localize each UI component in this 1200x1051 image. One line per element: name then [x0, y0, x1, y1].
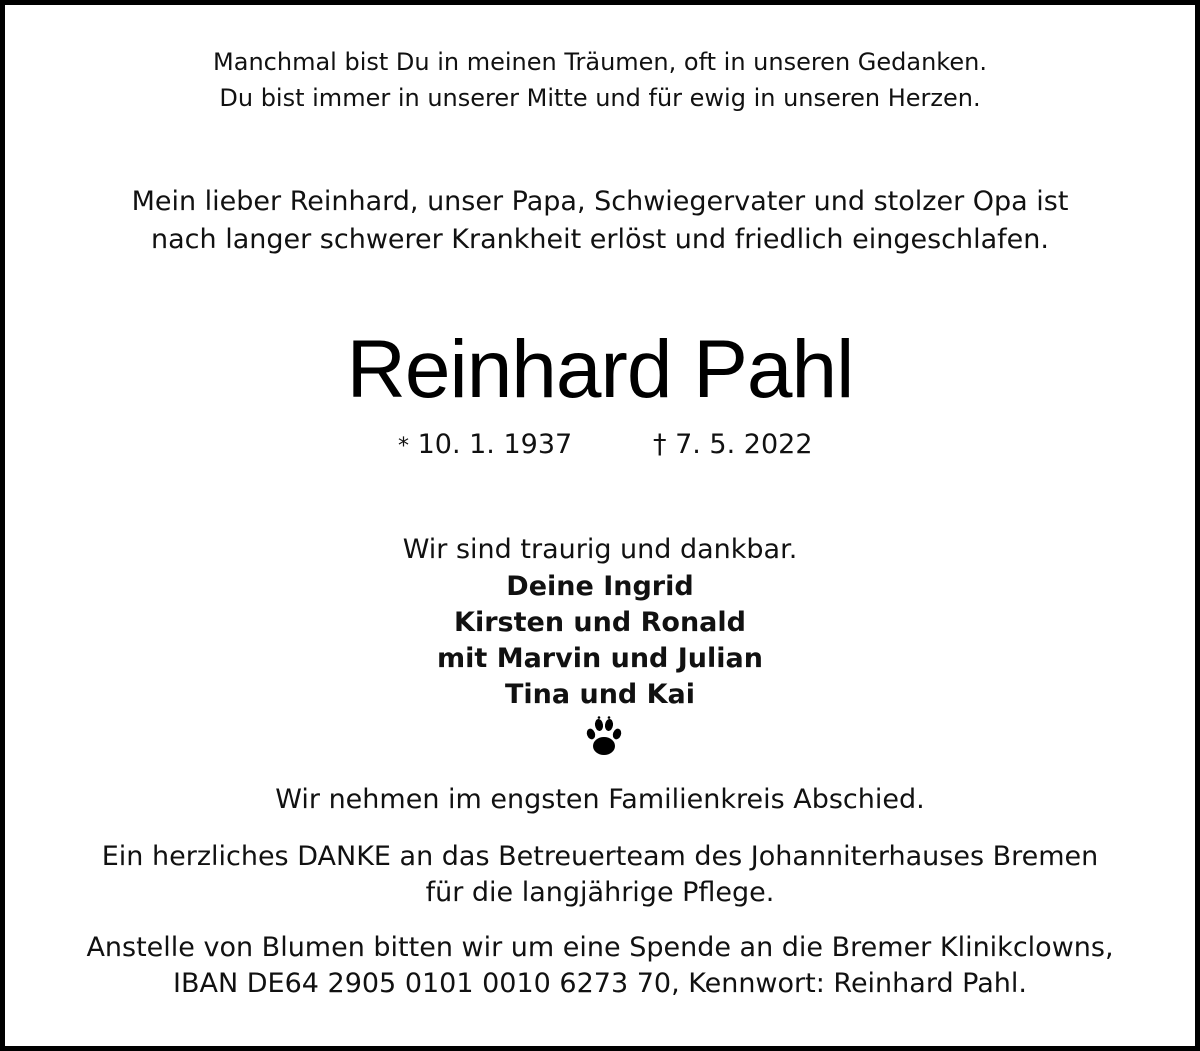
farewell-notice: Wir nehmen im engsten Familienkreis Abschied.: [275, 784, 925, 815]
mourner-name: Kirsten und Ronald: [454, 607, 746, 638]
mourner-name: mit Marvin und Julian: [437, 643, 763, 674]
epigraph-line-1: Manchmal bist Du in meinen Träumen, oft in unseren Gedanken.: [213, 48, 987, 76]
death-cross-icon: †: [653, 429, 667, 460]
intro-line-2: nach langer schwerer Krankheit erlöst und friedlich eingeschlafen.: [151, 224, 1049, 255]
death-date: 7. 5. 2022: [675, 429, 813, 460]
mourner-name: Deine Ingrid: [506, 571, 694, 602]
epigraph-line-2: Du bist immer in unserer Mitte und für ewig in unseren Herzen.: [219, 84, 981, 112]
intro-line-1: Mein lieber Reinhard, unser Papa, Schwiegervater und stolzer Opa ist: [131, 186, 1069, 217]
death-date-group: [653, 429, 813, 460]
birth-date: 10. 1. 1937: [417, 429, 573, 460]
deceased-name: Reinhard Pahl: [346, 324, 854, 415]
paw-print-icon: [584, 716, 624, 758]
thanks-line-1: Ein herzliches DANKE an das Betreuerteam des Johanniterhauses Bremen: [101, 841, 1099, 872]
donation-line-2: IBAN DE64 2905 0101 0010 6273 70, Kennwort: Reinhard Pahl.: [173, 968, 1027, 999]
thanks-line-2: für die langjährige Pflege.: [425, 877, 775, 908]
mourners-intro: Wir sind traurig und dankbar.: [402, 534, 798, 565]
life-dates: [5, 429, 1195, 465]
birth-star-icon: *: [398, 434, 409, 459]
donation-line-1: Anstelle von Blumen bitten wir um eine Spende an die Bremer Klinikclowns,: [86, 932, 1114, 963]
mourner-name: Tina und Kai: [504, 679, 696, 710]
birth-date-group: [398, 429, 572, 460]
